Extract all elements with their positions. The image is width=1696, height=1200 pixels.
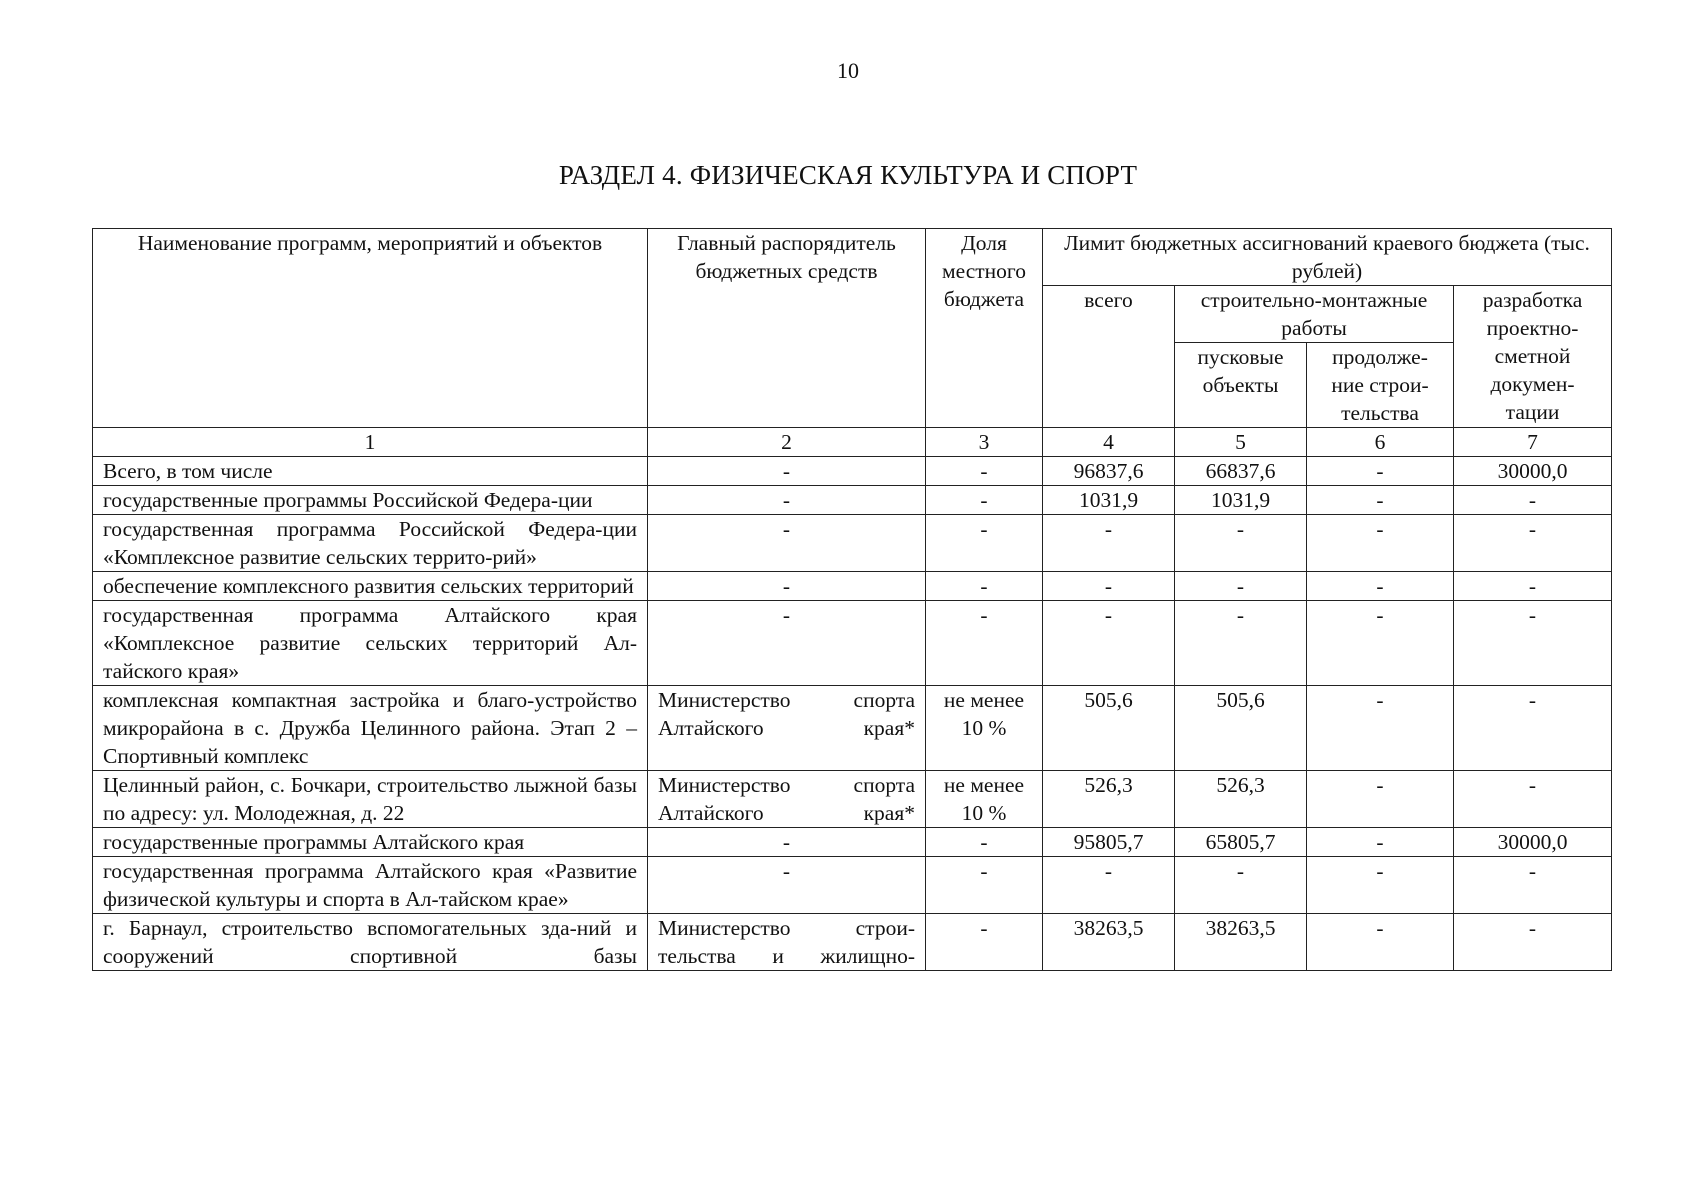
row-continuation: - — [1307, 857, 1454, 914]
row-share: - — [926, 457, 1043, 486]
table-row — [93, 572, 1612, 601]
row-manager: - — [648, 857, 926, 914]
row-manager: - — [648, 457, 926, 486]
row-share: - — [926, 857, 1043, 914]
column-number: 4 — [1043, 428, 1175, 457]
row-total: - — [1043, 601, 1175, 686]
row-continuation: - — [1307, 601, 1454, 686]
row-design: - — [1454, 515, 1612, 572]
row-name: государственная программа Алтайского края «Развитие физической культуры и спорта в Ал-тайском крае» — [93, 857, 648, 914]
row-design: - — [1454, 857, 1612, 914]
column-number: 7 — [1454, 428, 1612, 457]
row-manager: Министерство спорта Алтайского края* — [648, 686, 926, 771]
row-design: - — [1454, 601, 1612, 686]
table-row — [93, 457, 1612, 486]
row-launch: - — [1175, 572, 1307, 601]
row-continuation: - — [1307, 771, 1454, 828]
row-continuation: - — [1307, 828, 1454, 857]
row-launch: 38263,5 — [1175, 914, 1307, 971]
row-manager: Министерство спорта Алтайского края* — [648, 771, 926, 828]
row-design: 30000,0 — [1454, 828, 1612, 857]
row-continuation: - — [1307, 572, 1454, 601]
header-local-share: Доля местного бюджета — [926, 229, 1043, 428]
header-limit: Лимит бюджетных ассигнований краевого бюджета (тыс. рублей) — [1043, 229, 1612, 286]
row-total: 96837,6 — [1043, 457, 1175, 486]
row-share: не менее 10 % — [926, 771, 1043, 828]
header-design: разработка проектно-сметной докумен-тации — [1454, 286, 1612, 428]
row-manager: - — [648, 828, 926, 857]
row-launch: 66837,6 — [1175, 457, 1307, 486]
header-construction: строительно-монтажные работы — [1175, 286, 1454, 343]
row-launch: 505,6 — [1175, 686, 1307, 771]
table-row — [93, 601, 1612, 686]
row-launch: 1031,9 — [1175, 486, 1307, 515]
column-number: 6 — [1307, 428, 1454, 457]
row-share: - — [926, 914, 1043, 971]
row-name: комплексная компактная застройка и благо-устройство микрорайона в с. Дружба Целинного района. Этап 2 – Спортивный комплекс — [93, 686, 648, 771]
row-name: г. Барнаул, строительство вспомогательных зда-ний и сооружений спортивной базы — [93, 914, 648, 971]
header-row — [93, 229, 1612, 286]
row-launch: 65805,7 — [1175, 828, 1307, 857]
row-design: - — [1454, 686, 1612, 771]
header-manager: Главный распорядитель бюджетных средств — [648, 229, 926, 428]
row-total: - — [1043, 572, 1175, 601]
row-total: 1031,9 — [1043, 486, 1175, 515]
row-manager: - — [648, 572, 926, 601]
page-number: 10 — [837, 58, 859, 83]
header-total: всего — [1043, 286, 1175, 428]
row-share: - — [926, 486, 1043, 515]
row-name: государственная программа Российской Федера-ции «Комплексное развитие сельских террито-рий» — [93, 515, 648, 572]
budget-table — [92, 228, 1612, 971]
row-design: - — [1454, 914, 1612, 971]
header-continuation: продолже-ние строи-тельства — [1307, 343, 1454, 428]
table-row — [93, 771, 1612, 828]
table-row — [93, 686, 1612, 771]
row-continuation: - — [1307, 457, 1454, 486]
row-name: государственная программа Алтайского края «Комплексное развитие сельских территорий Ал-тайского края» — [93, 601, 648, 686]
row-total: 526,3 — [1043, 771, 1175, 828]
row-launch: - — [1175, 857, 1307, 914]
table-row — [93, 857, 1612, 914]
row-design: 30000,0 — [1454, 457, 1612, 486]
row-manager: - — [648, 601, 926, 686]
column-number-row — [93, 428, 1612, 457]
row-continuation: - — [1307, 914, 1454, 971]
row-total: - — [1043, 515, 1175, 572]
column-number: 2 — [648, 428, 926, 457]
row-share: - — [926, 601, 1043, 686]
column-number: 5 — [1175, 428, 1307, 457]
row-design: - — [1454, 486, 1612, 515]
row-launch: - — [1175, 601, 1307, 686]
row-name: государственные программы Российской Федера-ции — [93, 486, 648, 515]
row-manager: Министерство строи-тельства и жилищно- — [648, 914, 926, 971]
row-share: - — [926, 828, 1043, 857]
row-share: - — [926, 515, 1043, 572]
row-total: 505,6 — [1043, 686, 1175, 771]
row-continuation: - — [1307, 515, 1454, 572]
row-launch: 526,3 — [1175, 771, 1307, 828]
row-manager: - — [648, 486, 926, 515]
table-row — [93, 828, 1612, 857]
row-design: - — [1454, 771, 1612, 828]
row-continuation: - — [1307, 686, 1454, 771]
row-continuation: - — [1307, 486, 1454, 515]
section-title: РАЗДЕЛ 4. ФИЗИЧЕСКАЯ КУЛЬТУРА И СПОРТ — [558, 160, 1138, 190]
row-manager: - — [648, 515, 926, 572]
table-row — [93, 914, 1612, 971]
table-row — [93, 486, 1612, 515]
header-name: Наименование программ, мероприятий и объектов — [93, 229, 648, 428]
row-name: обеспечение комплексного развития сельских территорий — [93, 572, 648, 601]
row-name: Целинный район, с. Бочкари, строительство лыжной базы по адресу: ул. Молодежная, д. 22 — [93, 771, 648, 828]
column-number: 3 — [926, 428, 1043, 457]
row-share: не менее 10 % — [926, 686, 1043, 771]
row-design: - — [1454, 572, 1612, 601]
column-number: 1 — [93, 428, 648, 457]
table-row — [93, 515, 1612, 572]
header-launch: пусковые объекты — [1175, 343, 1307, 428]
row-launch: - — [1175, 515, 1307, 572]
row-share: - — [926, 572, 1043, 601]
row-name: государственные программы Алтайского края — [93, 828, 648, 857]
row-total: 95805,7 — [1043, 828, 1175, 857]
row-total: 38263,5 — [1043, 914, 1175, 971]
row-total: - — [1043, 857, 1175, 914]
row-name: Всего, в том числе — [93, 457, 648, 486]
